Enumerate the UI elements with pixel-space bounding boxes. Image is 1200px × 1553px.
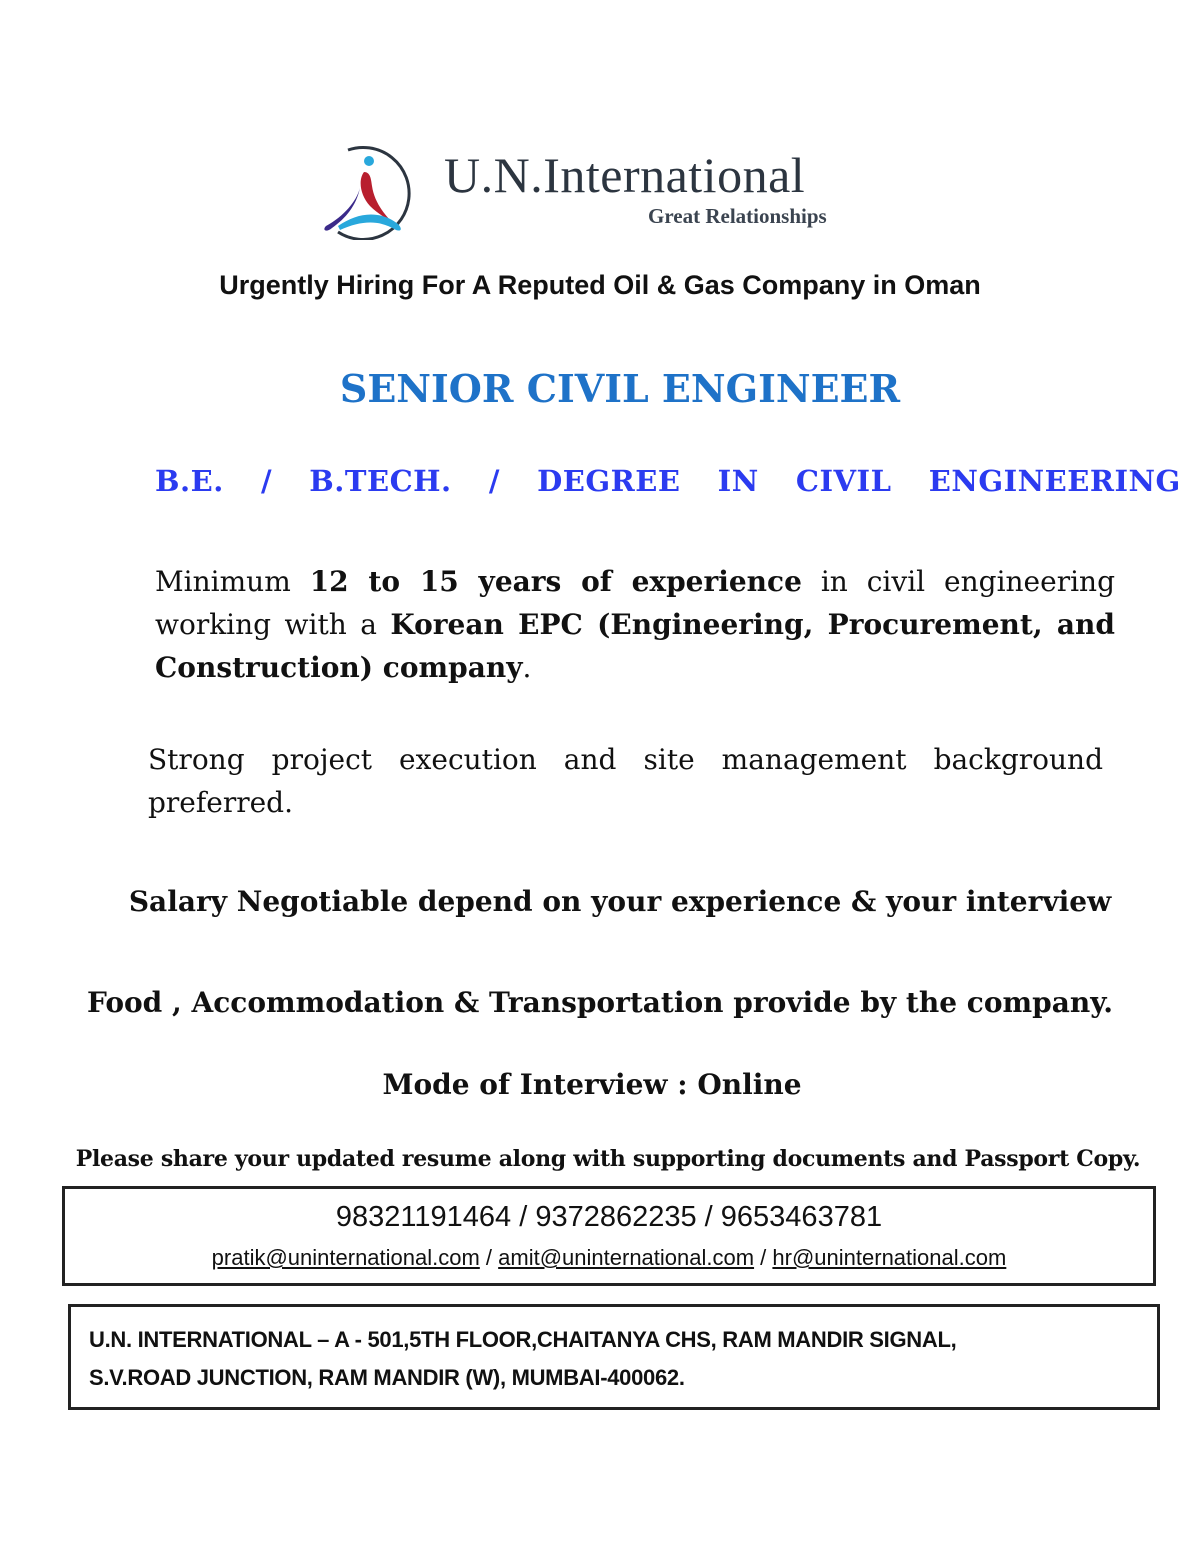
address-line-1: U.N. INTERNATIONAL – A - 501,5TH FLOOR,CHAITANYA CHS, RAM MANDIR SIGNAL, [89,1327,957,1352]
email-link-hr[interactable]: hr@uninternational.com [772,1245,1007,1270]
job-title: SENIOR CIVIL ENGINEER [339,366,901,411]
experience-text: in civil engineering working with a [155,565,1115,641]
phone-numbers: 98321191464 / 9372862235 / 9653463781 [335,1201,883,1233]
hiring-headline: Urgently Hiring For A Reputed Oil & Gas Company in Oman [219,270,981,300]
email-link-pratik[interactable]: pratik@uninternational.com [211,1245,480,1270]
experience-text: Minimum [155,565,310,598]
email-link-amit[interactable]: amit@uninternational.com [498,1245,755,1270]
salary-info: Salary Negotiable depend on your experience & your interview [128,885,1112,918]
address-box [68,1304,1160,1410]
contact-box [62,1186,1156,1286]
background-requirement: Strong project execution and site management background preferred. [148,743,1103,819]
email-separator: / [754,1245,773,1270]
experience-company-type: Korean EPC (Engineering, Procurement, and Construction) company [155,608,1115,684]
address [89,1321,956,1397]
company-tagline: Great Relationships [648,204,827,228]
benefits-info: Food , Accommodation & Transportation provide by the company. [86,986,1114,1019]
email-list [65,1247,1153,1269]
company-name: U.N.International [444,147,806,203]
experience-text: . [522,651,532,684]
share-note: Please share your updated resume along with supporting documents and Passport Copy. [75,1146,1141,1172]
email-separator: / [479,1245,499,1270]
qualification: B.E. / B.TECH. / DEGREE IN CIVIL ENGINEERING [155,464,1181,498]
interview-mode: Mode of Interview : Online [382,1068,802,1101]
experience-requirement [155,560,1115,689]
address-line-2: S.V.ROAD JUNCTION, RAM MANDIR (W), MUMBAI-400062. [89,1365,685,1390]
company-logo-icon [318,140,422,240]
experience-years: 12 to 15 years of experience [309,565,802,598]
